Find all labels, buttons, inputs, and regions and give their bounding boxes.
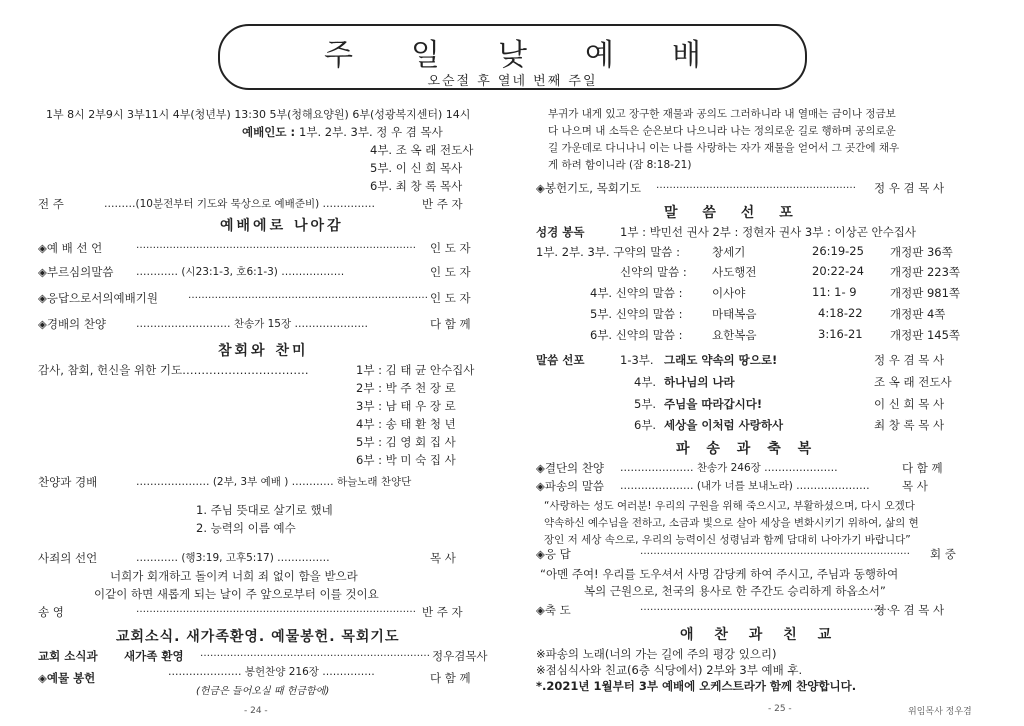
reading-page: 개정판 981쪽 <box>890 286 961 300</box>
service-times: 1부 8시 2부9시 3부11시 4부(청년부) 13:30 5부(청해요양원) 6부(성광복지센터) 14시 <box>46 108 471 121</box>
praise-mid: ………………… (2부, 3부 예배 ) ………… 하늘노래 찬양단 <box>136 476 412 488</box>
offering-note: (헌금은 들어오실 때 헌금함에) <box>196 686 330 697</box>
response-right: 회 중 <box>930 547 956 561</box>
leader-label: 예배인도 : <box>242 125 300 139</box>
row-declaration-right: 인 도 자 <box>430 241 471 255</box>
reading-page: 개정판 36쪽 <box>890 245 953 259</box>
sending-text: 장인 저 세상 속으로, 우리의 능력이신 성령님과 함께 담대히 나아가기 바랍니다” <box>544 534 911 546</box>
prelude-right: 반 주 자 <box>422 197 463 211</box>
sending-text: “사랑하는 성도 여러분! 우리의 구원을 위해 죽으시고, 부활하셨으며, 다시 오겠다 <box>544 500 915 512</box>
page-number-left: - 24 - <box>244 706 268 716</box>
reading-verse: 3:16-21 <box>818 327 863 341</box>
reading-page: 개정판 223쪽 <box>890 265 961 279</box>
reading-page: 개정판 145쪽 <box>890 328 961 342</box>
sermon-preacher: 조 옥 래 전도사 <box>874 375 952 389</box>
reading-book: 이사야 <box>712 286 746 300</box>
decision-mid: ………………… 찬송가 246장 ………………… <box>620 462 838 474</box>
reading-label: 5부. 신약의 말씀 : <box>590 307 683 321</box>
section-sermon: 말 씀 선 포 <box>664 205 803 221</box>
row-worship-mid: ……………………… 찬송가 15장 ………………… <box>136 318 368 330</box>
sermon-preacher: 최 창 록 목 사 <box>874 418 945 432</box>
row-declaration-dots: ………………………………………………………………………… <box>136 240 416 251</box>
sermon-label: 말씀 선포 <box>536 353 585 367</box>
prayer-label: ◈봉헌기도, 목회기도 <box>536 181 642 195</box>
reading-verse: 20:22-24 <box>812 264 864 278</box>
section-approach: 예배에로 나아감 <box>220 218 344 234</box>
absolution-text: 너희가 회개하고 돌이켜 너희 죄 없이 함을 받으라 <box>110 569 358 583</box>
reading-verse: 4:18-22 <box>818 306 863 320</box>
sermon-preacher: 정 우 겸 목 사 <box>874 353 945 367</box>
sermon-title: 세상을 이처럼 사랑하사 <box>664 418 784 432</box>
offering-right: 다 함 께 <box>430 671 471 685</box>
sermon-title: 그래도 약속의 땅으로! <box>664 353 778 367</box>
reading-verse: 26:19-25 <box>812 244 864 258</box>
confession-item: 3부 : 남 태 우 장 로 <box>356 399 456 413</box>
leader-2: 4부. 조 옥 래 전도사 <box>370 143 474 157</box>
reading-book: 사도행전 <box>712 265 757 279</box>
song-2: 2. 능력의 이름 예수 <box>196 521 296 535</box>
sermon-part: 4부. <box>634 375 657 389</box>
leader-1 <box>242 124 443 140</box>
row-invocation-label: ◈응답으로서의예배기원 <box>38 291 158 305</box>
news-right: 정우겸목사 <box>432 649 488 663</box>
absolution-right: 목 사 <box>430 551 456 565</box>
title-box <box>218 24 807 90</box>
news-dots: …………………………………………………………… <box>200 648 430 659</box>
response-text: 복의 근원으로, 천국의 용사로 한 주간도 승리하게 하옵소서” <box>584 584 886 598</box>
sermon-preacher: 이 신 희 목 사 <box>874 397 945 411</box>
leader-4: 6부. 최 창 록 목사 <box>370 179 463 193</box>
confession-label: 감사, 참회, 헌신을 위한 기도…………………………… <box>38 363 309 377</box>
confession-item: 2부 : 박 주 천 장 로 <box>356 381 456 395</box>
readers-text: 1부 : 박민선 권사 2부 : 정현자 권사 3부 : 이상곤 안수집사 <box>620 225 916 239</box>
scripture-line: 게 하려 함이니라 (잠 8:18-21) <box>548 159 692 171</box>
reading-label: 6부. 신약의 말씀 : <box>590 328 683 342</box>
hymn-right: 반 주 자 <box>422 605 463 619</box>
reading-verse: 11: 1- 9 <box>812 285 857 299</box>
row-invocation-right: 인 도 자 <box>430 291 471 305</box>
leader-3: 5부. 이 신 희 목사 <box>370 161 463 175</box>
reading-label: 4부. 신약의 말씀 : <box>590 286 683 300</box>
sending-text: 약속하신 예수님을 전하고, 소금과 빛으로 살아 세상을 변화시키기 위하여, 삶의 현 <box>544 517 919 529</box>
sermon-title: 주님을 따라갑시다! <box>664 397 763 411</box>
sending-mid: ………………… (내가 너를 보내노라) ………………… <box>620 480 870 492</box>
leader-text: 1부. 2부. 3부. 정 우 겸 목사 <box>299 125 443 139</box>
sermon-part: 6부. <box>634 418 657 432</box>
confession-item: 6부 : 박 미 숙 집 사 <box>356 453 456 467</box>
news-label-2: 새가족 환영 <box>124 649 184 663</box>
prelude-label: 전 주 <box>38 197 64 211</box>
blessing-right: 정 우 겸 목 사 <box>874 603 945 617</box>
scripture-line: 다 나으며 내 소득은 순은보다 나으니라 나는 정의로운 길로 행하며 공의로운 <box>548 125 896 137</box>
decision-right: 다 함 께 <box>902 461 943 475</box>
offering-mid: ………………… 봉헌찬양 216장 …………… <box>168 666 375 678</box>
scripture-line: 길 가운데로 다니나니 이는 나를 사랑하는 자가 재물을 얻어서 그 곳간에 채우 <box>548 142 900 154</box>
praise-label: 찬양과 경배 <box>38 475 98 489</box>
confession-item: 1부 : 김 태 균 안수집사 <box>356 363 475 377</box>
row-invocation-dots: ……………………………………………………………… <box>188 290 428 301</box>
prayer-dots: …………………………………………………… <box>656 180 856 191</box>
response-dots: ……………………………………………………………………… <box>640 546 910 557</box>
sermon-part: 1-3부. <box>620 353 654 367</box>
section-sending: 파 송 과 축 복 <box>676 441 818 457</box>
reading-label: 1부. 2부. 3부. 구약의 말씀 : <box>536 245 680 259</box>
section-fellowship: 애 찬 과 친 교 <box>680 627 840 643</box>
news-label: 교회 소식과 <box>38 649 98 663</box>
note-1: ※파송의 노래(너의 가는 길에 주의 평강 있으리) <box>536 647 777 661</box>
sending-right: 목 사 <box>902 479 928 493</box>
prelude-desc: ………(10분전부터 기도와 묵상으로 예배준비) …………… <box>104 198 376 210</box>
reading-book: 창세기 <box>712 245 746 259</box>
row-call-right: 인 도 자 <box>430 265 471 279</box>
reading-book: 마태복음 <box>712 307 757 321</box>
confession-item: 5부 : 김 영 회 집 사 <box>356 435 456 449</box>
note-3: *.2021년 1월부터 3부 예배에 오케스트라가 함께 찬양합니다. <box>536 679 857 693</box>
sermon-part: 5부. <box>634 397 657 411</box>
row-declaration-label: ◈예 배 선 언 <box>38 241 103 255</box>
absolution-mid: ………… (행3:19, 고후5:17) …………… <box>136 552 330 564</box>
row-call-label: ◈부르심의말씀 <box>38 265 114 279</box>
reading-label: 신약의 말씀 : <box>620 265 687 279</box>
row-worship-right: 다 함 께 <box>430 317 471 331</box>
row-worship-label: ◈경배의 찬양 <box>38 317 107 331</box>
song-1: 1. 주님 뜻대로 살기로 했네 <box>196 503 333 517</box>
blessing-dots: ………………………………………………………………… <box>640 602 890 613</box>
hymn-label: 송 영 <box>38 605 64 619</box>
response-label: ◈응 답 <box>536 547 571 561</box>
note-2: ※점심식사와 친교(6층 식당에서) 2부와 3부 예배 후. <box>536 663 803 677</box>
absolution-text: 이같이 하면 새롭게 되는 날이 주 앞으로부터 이를 것이요 <box>94 587 379 601</box>
reading-book: 요한복음 <box>712 328 757 342</box>
section-confession: 참회와 찬미 <box>218 343 309 359</box>
response-text: “아멘 주여! 우리를 도우셔서 사명 감당케 하여 주시고, 주님과 동행하여 <box>540 567 899 581</box>
reading-page: 개정판 4쪽 <box>890 307 946 321</box>
blessing-label: ◈축 도 <box>536 603 571 617</box>
scripture-line: 부귀가 내게 있고 장구한 재물과 공의도 그러하니라 내 열매는 금이나 정금보 <box>548 108 896 120</box>
confession-item: 4부 : 송 태 환 청 년 <box>356 417 456 431</box>
page-number-right: - 25 - <box>768 704 792 714</box>
page-title: 주일낮예배 <box>324 38 759 73</box>
page-subtitle: 오순절 후 열네 번째 주일 <box>427 74 598 89</box>
sending-label: ◈파송의 말씀 <box>536 479 605 493</box>
prayer-right: 정 우 겸 목 사 <box>874 181 945 195</box>
readers-label: 성경 봉독 <box>536 225 585 239</box>
offering-label: ◈예물 봉헌 <box>38 671 96 685</box>
decision-label: ◈결단의 찬양 <box>536 461 605 475</box>
footer-pastor: 위임목사 정우겸 <box>908 707 972 717</box>
absolution-label: 사죄의 선언 <box>38 551 98 565</box>
row-call-mid: ………… (시23:1-3, 호6:1-3) ……………… <box>136 266 345 278</box>
section-news: 교회소식. 새가족환영. 예물봉헌. 목회기도 <box>116 629 400 645</box>
hymn-dots: ………………………………………………………………………… <box>136 604 416 615</box>
sermon-title: 하나님의 나라 <box>664 375 735 389</box>
